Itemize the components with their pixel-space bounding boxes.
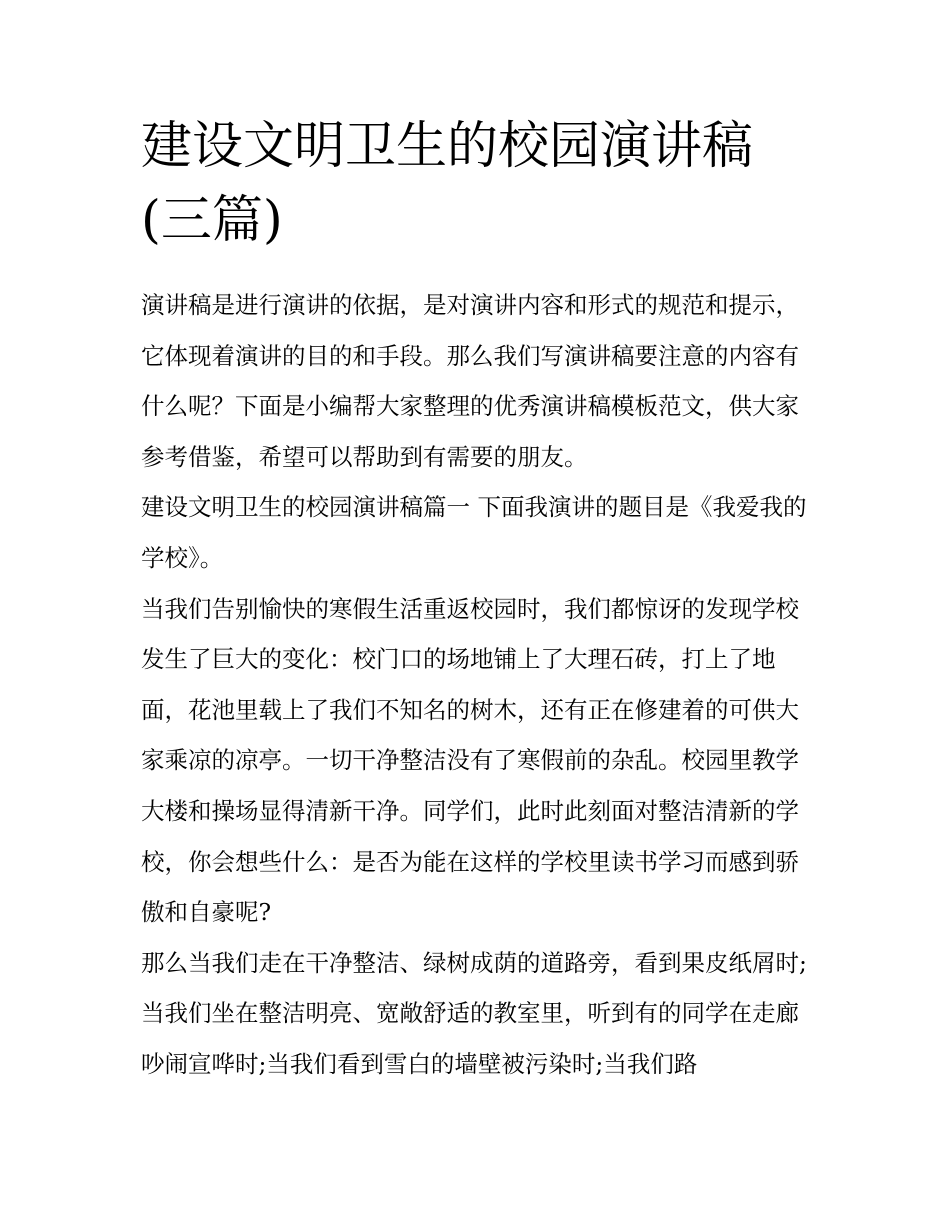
paragraph-speech-one-heading: 建设文明卫生的校园演讲稿篇一 下面我演讲的题目是《我爱我的学校》。 <box>141 493 807 572</box>
paragraph-campus-changes: 当我们告别愉快的寒假生活重返校园时，我们都惊讶的发现学校发生了巨大的变化：校门口的场地铺上了大理石砖，打上了地面，花池里载上了我们不知名的树木，还有正在修建着的可供大家乘凉的凉亭。一切干净整洁没有了寒假前的杂乱。校园里教学大楼和操场显得清新干净。同学们，此时此刻面对整洁清新的学校，你会想些什么：是否为能在这样的学校里读书学习而感到骄傲和自豪呢? <box>141 594 799 927</box>
document-body <box>141 110 811 1090</box>
paragraph-intro: 演讲稿是进行演讲的依据，是对演讲内容和形式的规范和提示，它体现着演讲的目的和手段。那么我们写演讲稿要注意的内容有什么呢？下面是小编帮大家整理的优秀演讲稿模板范文，供大家参考借鉴，希望可以帮助到有需要的朋友。 <box>141 291 799 471</box>
document-title: 建设文明卫生的校园演讲稿(三篇) <box>141 117 754 250</box>
paragraph-campus-behavior: 那么当我们走在干净整洁、绿树成荫的道路旁，看到果皮纸屑时;当我们坐在整洁明亮、宽敞舒适的教室里，听到有的同学在走廊吵闹宣哗时;当我们看到雪白的墙壁被污染时;当我们路 <box>141 948 807 1078</box>
